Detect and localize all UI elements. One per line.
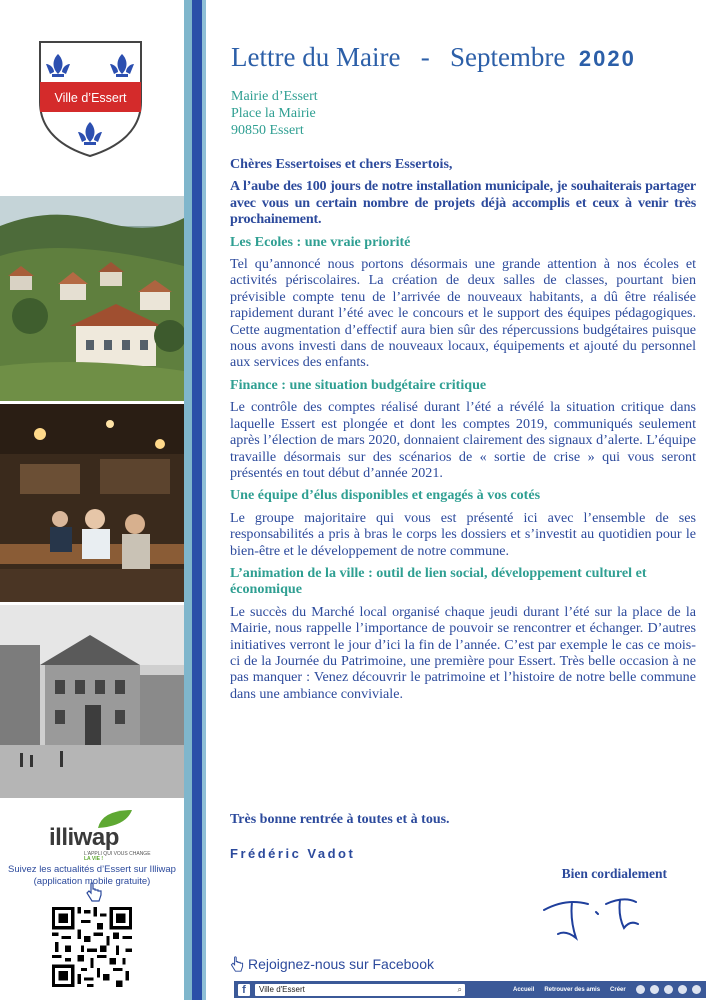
facebook-nav (513, 987, 626, 993)
closing-line: Très bonne rentrée à toutes et à tous. (230, 812, 450, 827)
section-text: Le succès du Marché local organisé chaque jeudi durant l’été sur la place de la Mairie, nous rappelle l’importance de pouvoir se rencontrer et échanger. D’autres initiatives verront le jour d’ici la fin de l’année. C’est par exemple le cas ce mois-ci de la Journée du Patrimoine, une première pour Essert. Très belle occasion à ne pas manquer : Venez découvrir le patrimoine et l’histoire de notre belle commune dans une ambiance conviviale. (230, 603, 696, 702)
facebook-invite-text[interactable]: Rejoignez-nous sur Facebook (248, 956, 434, 972)
greeting: Chères Essertoises et chers Essertois, (230, 156, 453, 172)
letter-title: Lettre du Maire - Septembre 2020 (231, 42, 636, 72)
menu-icon[interactable] (692, 985, 701, 994)
decorative-stripe (192, 0, 202, 1000)
letter-content (206, 0, 707, 1000)
pointing-hand-icon (86, 882, 102, 902)
facebook-bar (234, 981, 706, 998)
illiwap-tagline: L'APPLI QUI VOUS CHANGE LA VIE ! (84, 851, 151, 862)
help-icon[interactable] (678, 985, 687, 994)
mairie-address: Mairie d’Essert Place la Mairie 90850 Essert (231, 89, 318, 138)
historic-photo (0, 605, 184, 798)
friends-icon[interactable] (636, 985, 645, 994)
illiwap-description: Suivez les actualités d’Essert sur Illiwap (application mobile gratuite) (8, 864, 176, 887)
notifications-icon[interactable] (664, 985, 673, 994)
facebook-icons (636, 985, 701, 994)
left-column (0, 0, 184, 1000)
illiwap-brand: illiwap (49, 824, 119, 851)
section-heading: L’animation de la ville : outil de lien social, développement culturel et économique (230, 564, 647, 598)
section-heading: Une équipe d’élus disponibles et engagés à vos cotés (230, 487, 541, 504)
facebook-invite[interactable] (230, 956, 434, 972)
fb-nav-home[interactable]: Accueil (513, 986, 535, 993)
letter-body (230, 156, 696, 708)
section-heading: Finance : une situation budgétaire critique (230, 376, 487, 393)
signer-name: Frédéric Vadot (230, 846, 356, 861)
section-text: Le contrôle des comptes réalisé durant l’été a révélé la situation critique dans laquelle Essert est plongée et dont les comptes 2019, communiqués seulement après l’élection de mars 2020, donnaient clairement des signaux d’alerte. L’équipe travaille désormais sur des scénarios de « sortie de crise » qui vous seront présentés en tout début d’année 2021. (230, 399, 696, 481)
pointing-hand-icon (230, 956, 244, 972)
town-crest (38, 40, 143, 158)
handwritten-signature (536, 890, 656, 950)
decorative-stripe (184, 0, 192, 1000)
messenger-icon[interactable] (650, 985, 659, 994)
qr-code[interactable] (52, 907, 132, 987)
fb-nav-create[interactable]: Créer (610, 986, 626, 993)
search-icon[interactable]: ⌕ (457, 984, 462, 994)
crest-label: Ville d’Essert (54, 91, 127, 105)
fb-nav-find-friends[interactable]: Retrouver des amis (544, 986, 601, 993)
facebook-search-field[interactable]: Ville d'Essert ⌕ (255, 984, 465, 996)
section-heading: Les Ecoles : une vraie priorité (230, 233, 411, 250)
festival-photo (0, 404, 184, 602)
regards: Bien cordialement (561, 866, 667, 881)
intro-paragraph: A l’aube des 100 jours de notre installation municipale, je souhaiterais partager avec vous un certain nombre de projets déjà accomplis et ceux à venir très prochainement. (230, 178, 696, 228)
section-text: Le groupe majoritaire qui vous est présenté ici avec l’ensemble de ses responsabilités a pris à bras le corps les dossiers et s’investit au quotidien pour le bien-être et le développement de notre commune. (230, 509, 696, 559)
village-photo (0, 196, 184, 401)
illiwap-logo[interactable] (0, 808, 184, 862)
section-text: Tel qu’annoncé nous portons désormais une grande attention à nos écoles et activités périscolaires. La création de deux salles de classes, pourtant bien prévisible compte tenu de l’arrivée de nouveaux habitants, a dû être réalisée rapidement durant l’été avec le concours et le support des équipes pédagogiques. Cette augmentation d’effectif aura bien sûr des répercussions budgétaires puisque nous avons investi dans de nouveaux locaux, équipements et ajouté du personnel aux services des enfants. (230, 256, 696, 371)
facebook-logo-icon[interactable]: f (238, 984, 250, 996)
illiwap-promo[interactable] (0, 800, 184, 888)
